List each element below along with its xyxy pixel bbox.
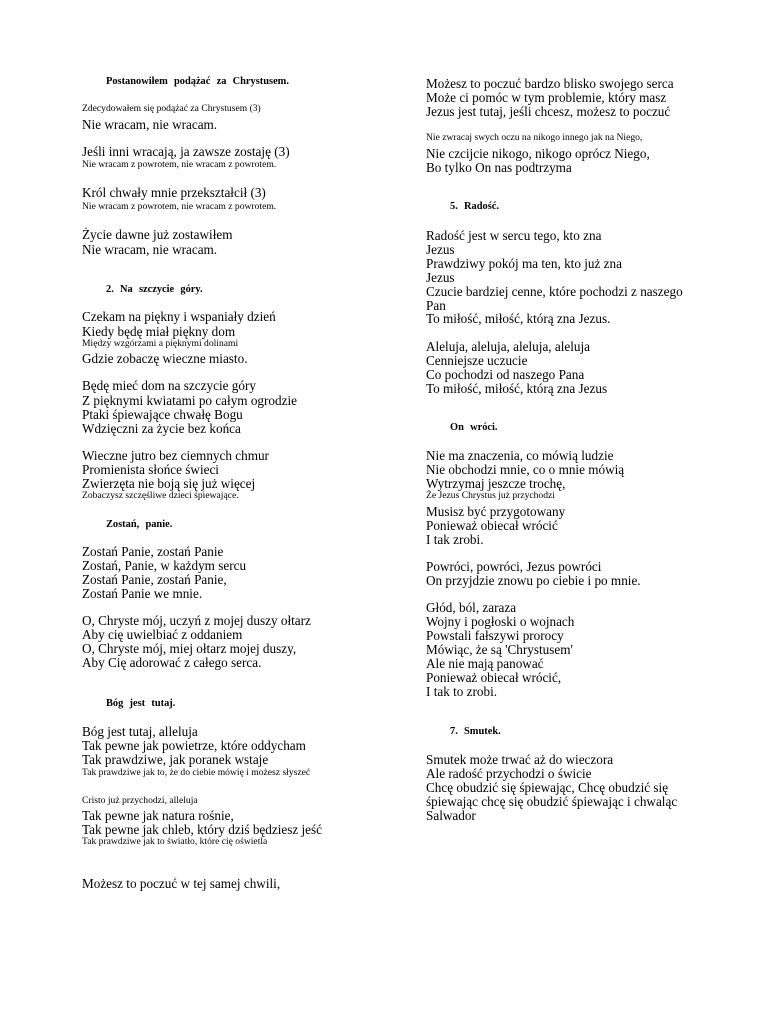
lyric-line: Nie wracam, nie wracam. xyxy=(82,242,218,257)
lyric-line-small: Cristo już przychodzi, alleluja xyxy=(82,795,198,806)
lyric-line: Zostań Panie, zostań Panie, xyxy=(82,572,227,587)
lyric-line: Zwierzęta nie boją się już więcej xyxy=(82,476,256,491)
lyric-line: Ale nie mają panować xyxy=(426,656,544,671)
lyric-line: Powstali fałszywi prorocy xyxy=(426,628,564,643)
lyric-line-small: Tak prawdziwe jak to, że do ciebie mówię i możesz słyszeć xyxy=(82,767,311,778)
lyric-line: Jezus xyxy=(426,270,455,285)
lyric-line: Może ci pomóc w tym problemie, który masz xyxy=(426,90,667,105)
lyric-line: Zostań Panie we mnie. xyxy=(82,586,203,601)
song-title: 7. Smutek. xyxy=(450,726,501,737)
song-title: On wróci. xyxy=(450,422,498,433)
lyric-line: Nie wracam, nie wracam. xyxy=(82,117,218,132)
lyric-line: Nie ma znaczenia, co mówią ludzie xyxy=(426,448,614,463)
lyric-line: Tak pewne jak chleb, który dziś będziesz jeść xyxy=(82,822,323,837)
lyric-line: Wieczne jutro bez ciemnych chmur xyxy=(82,448,269,463)
lyric-line: Smutek może trwać aż do wieczora xyxy=(426,752,614,767)
lyric-line: Jezus jest tutaj, jeśli chcesz, możesz to poczuć xyxy=(426,104,671,119)
lyric-line: Nie czcijcie nikogo, nikogo oprócz Niego, xyxy=(426,146,650,161)
lyric-line: Wdzięczni za życie bez końca xyxy=(82,421,241,436)
lyric-line: On przyjdzie znowu po ciebie i po mnie. xyxy=(426,573,641,588)
song-title: 5. Radość. xyxy=(450,201,499,212)
lyric-line: O, Chryste mój, miej ołtarz mojej duszy, xyxy=(82,641,297,656)
lyric-line-small: Zdecydowałem się podążać za Chrystusem (3) xyxy=(82,103,261,114)
lyric-line: Nie obchodzi mnie, co o mnie mówią xyxy=(426,462,625,477)
lyric-line: Mówiąc, że są 'Chrystusem' xyxy=(426,642,573,657)
lyric-line: Czucie bardziej cenne, które pochodzi z naszego xyxy=(426,284,683,299)
lyric-line: Jeśli inni wracają, ja zawsze zostaję (3) xyxy=(82,144,290,159)
song-title: Zostań, panie. xyxy=(106,519,173,530)
lyric-line: Bo tylko On nas podtrzyma xyxy=(426,160,572,175)
lyric-line: Z pięknymi kwiatami po całym ogrodzie xyxy=(82,393,297,408)
lyric-line-small: Tak prawdziwe jak to światło, które cię oświetla xyxy=(82,836,268,847)
lyric-line: O, Chryste mój, uczyń z mojej duszy ołtarz xyxy=(82,613,311,628)
lyric-line: Jezus xyxy=(426,242,455,257)
lyric-line-small: Między wzgórzami a pięknymi dolinami xyxy=(82,338,239,349)
lyric-line: Ale radość przychodzi o świcie xyxy=(426,766,592,781)
lyric-line: Aby Cię adorować z całego serca. xyxy=(82,655,262,670)
lyric-line: Czekam na piękny i wspaniały dzień xyxy=(82,309,276,324)
lyric-line: Możesz to poczuć w tej samej chwili, xyxy=(82,876,281,891)
lyric-line: Będę mieć dom na szczycie góry xyxy=(82,378,256,393)
lyric-line: Ptaki śpiewające chwałę Bogu xyxy=(82,407,243,422)
lyric-line-small: Nie zwracaj swych oczu na nikogo innego jak na Niego, xyxy=(426,132,643,143)
lyric-line: Tak prawdziwe, jak poranek wstaje xyxy=(82,752,269,767)
lyric-line: Wytrzymaj jeszcze trochę, xyxy=(426,476,566,491)
song-title: Bóg jest tutaj. xyxy=(106,698,176,709)
lyric-line: Wojny i pogłoski o wojnach xyxy=(426,614,575,629)
lyric-line: Życie dawne już zostawiłem xyxy=(82,227,233,242)
lyric-line: Aleluja, aleluja, aleluja, aleluja xyxy=(426,339,591,354)
lyric-line: Musisz być przygotowany xyxy=(426,504,566,519)
lyric-line: Gdzie zobaczę wieczne miasto. xyxy=(82,351,248,366)
lyric-line: Kiedy będę miał piękny dom xyxy=(82,324,236,339)
lyric-line: Głód, ból, zaraza xyxy=(426,600,517,615)
lyric-line: Prawdziwy pokój ma ten, kto już zna xyxy=(426,256,622,271)
lyric-line-small: Nie wracam z powrotem, nie wracam z powrotem. xyxy=(82,159,277,170)
lyric-line: Zostań Panie, zostań Panie xyxy=(82,544,224,559)
lyric-line: Bóg jest tutaj, alleluja xyxy=(82,724,198,739)
lyric-line: Ponieważ obiecał wrócić xyxy=(426,518,558,533)
lyric-line: Zostań, Panie, w każdym sercu xyxy=(82,558,247,573)
lyric-line: Cenniejsze uczucie xyxy=(426,353,528,368)
lyric-line: Salwador xyxy=(426,808,476,823)
song-title: 2. Na szczycie góry. xyxy=(106,284,203,295)
lyric-line-small: Nie wracam z powrotem, nie wracam z powrotem. xyxy=(82,201,277,212)
lyric-line: Promienista słońce świeci xyxy=(82,462,219,477)
lyric-line: I tak zrobi. xyxy=(426,532,484,547)
lyric-line: Pan xyxy=(426,298,446,313)
lyric-line: To miłość, miłość, którą zna Jezus xyxy=(426,381,608,396)
lyric-line: Powróci, powróci, Jezus powróci xyxy=(426,559,602,574)
lyric-line-small: Zobaczysz szczęśliwe dzieci śpiewające. xyxy=(82,490,239,501)
lyric-line: Możesz to poczuć bardzo blisko swojego serca xyxy=(426,76,674,91)
lyric-line: Król chwały mnie przekształcił (3) xyxy=(82,185,266,200)
lyric-line: Tak pewne jak powietrze, które oddycham xyxy=(82,738,306,753)
lyric-line: śpiewając chcę się obudzić śpiewając i chwaląc xyxy=(426,794,678,809)
lyric-line-small: Że Jezus Chrystus już przychodzi xyxy=(426,490,555,501)
lyric-line: To miłość, miłość, którą zna Jezus. xyxy=(426,311,611,326)
lyric-line: I tak to zrobi. xyxy=(426,684,498,699)
lyric-line: Ponieważ obiecał wrócić, xyxy=(426,670,562,685)
lyric-line: Co pochodzi od naszego Pana xyxy=(426,367,585,382)
song-title: Postanowiłem podążać za Chrystusem. xyxy=(106,76,289,87)
lyric-line: Chcę obudzić się śpiewając, Chcę obudzić się xyxy=(426,780,669,795)
lyric-line: Tak pewne jak natura rośnie, xyxy=(82,808,234,823)
lyric-line: Radość jest w sercu tego, kto zna xyxy=(426,228,602,243)
lyric-line: Aby cię uwielbiać z oddaniem xyxy=(82,627,243,642)
